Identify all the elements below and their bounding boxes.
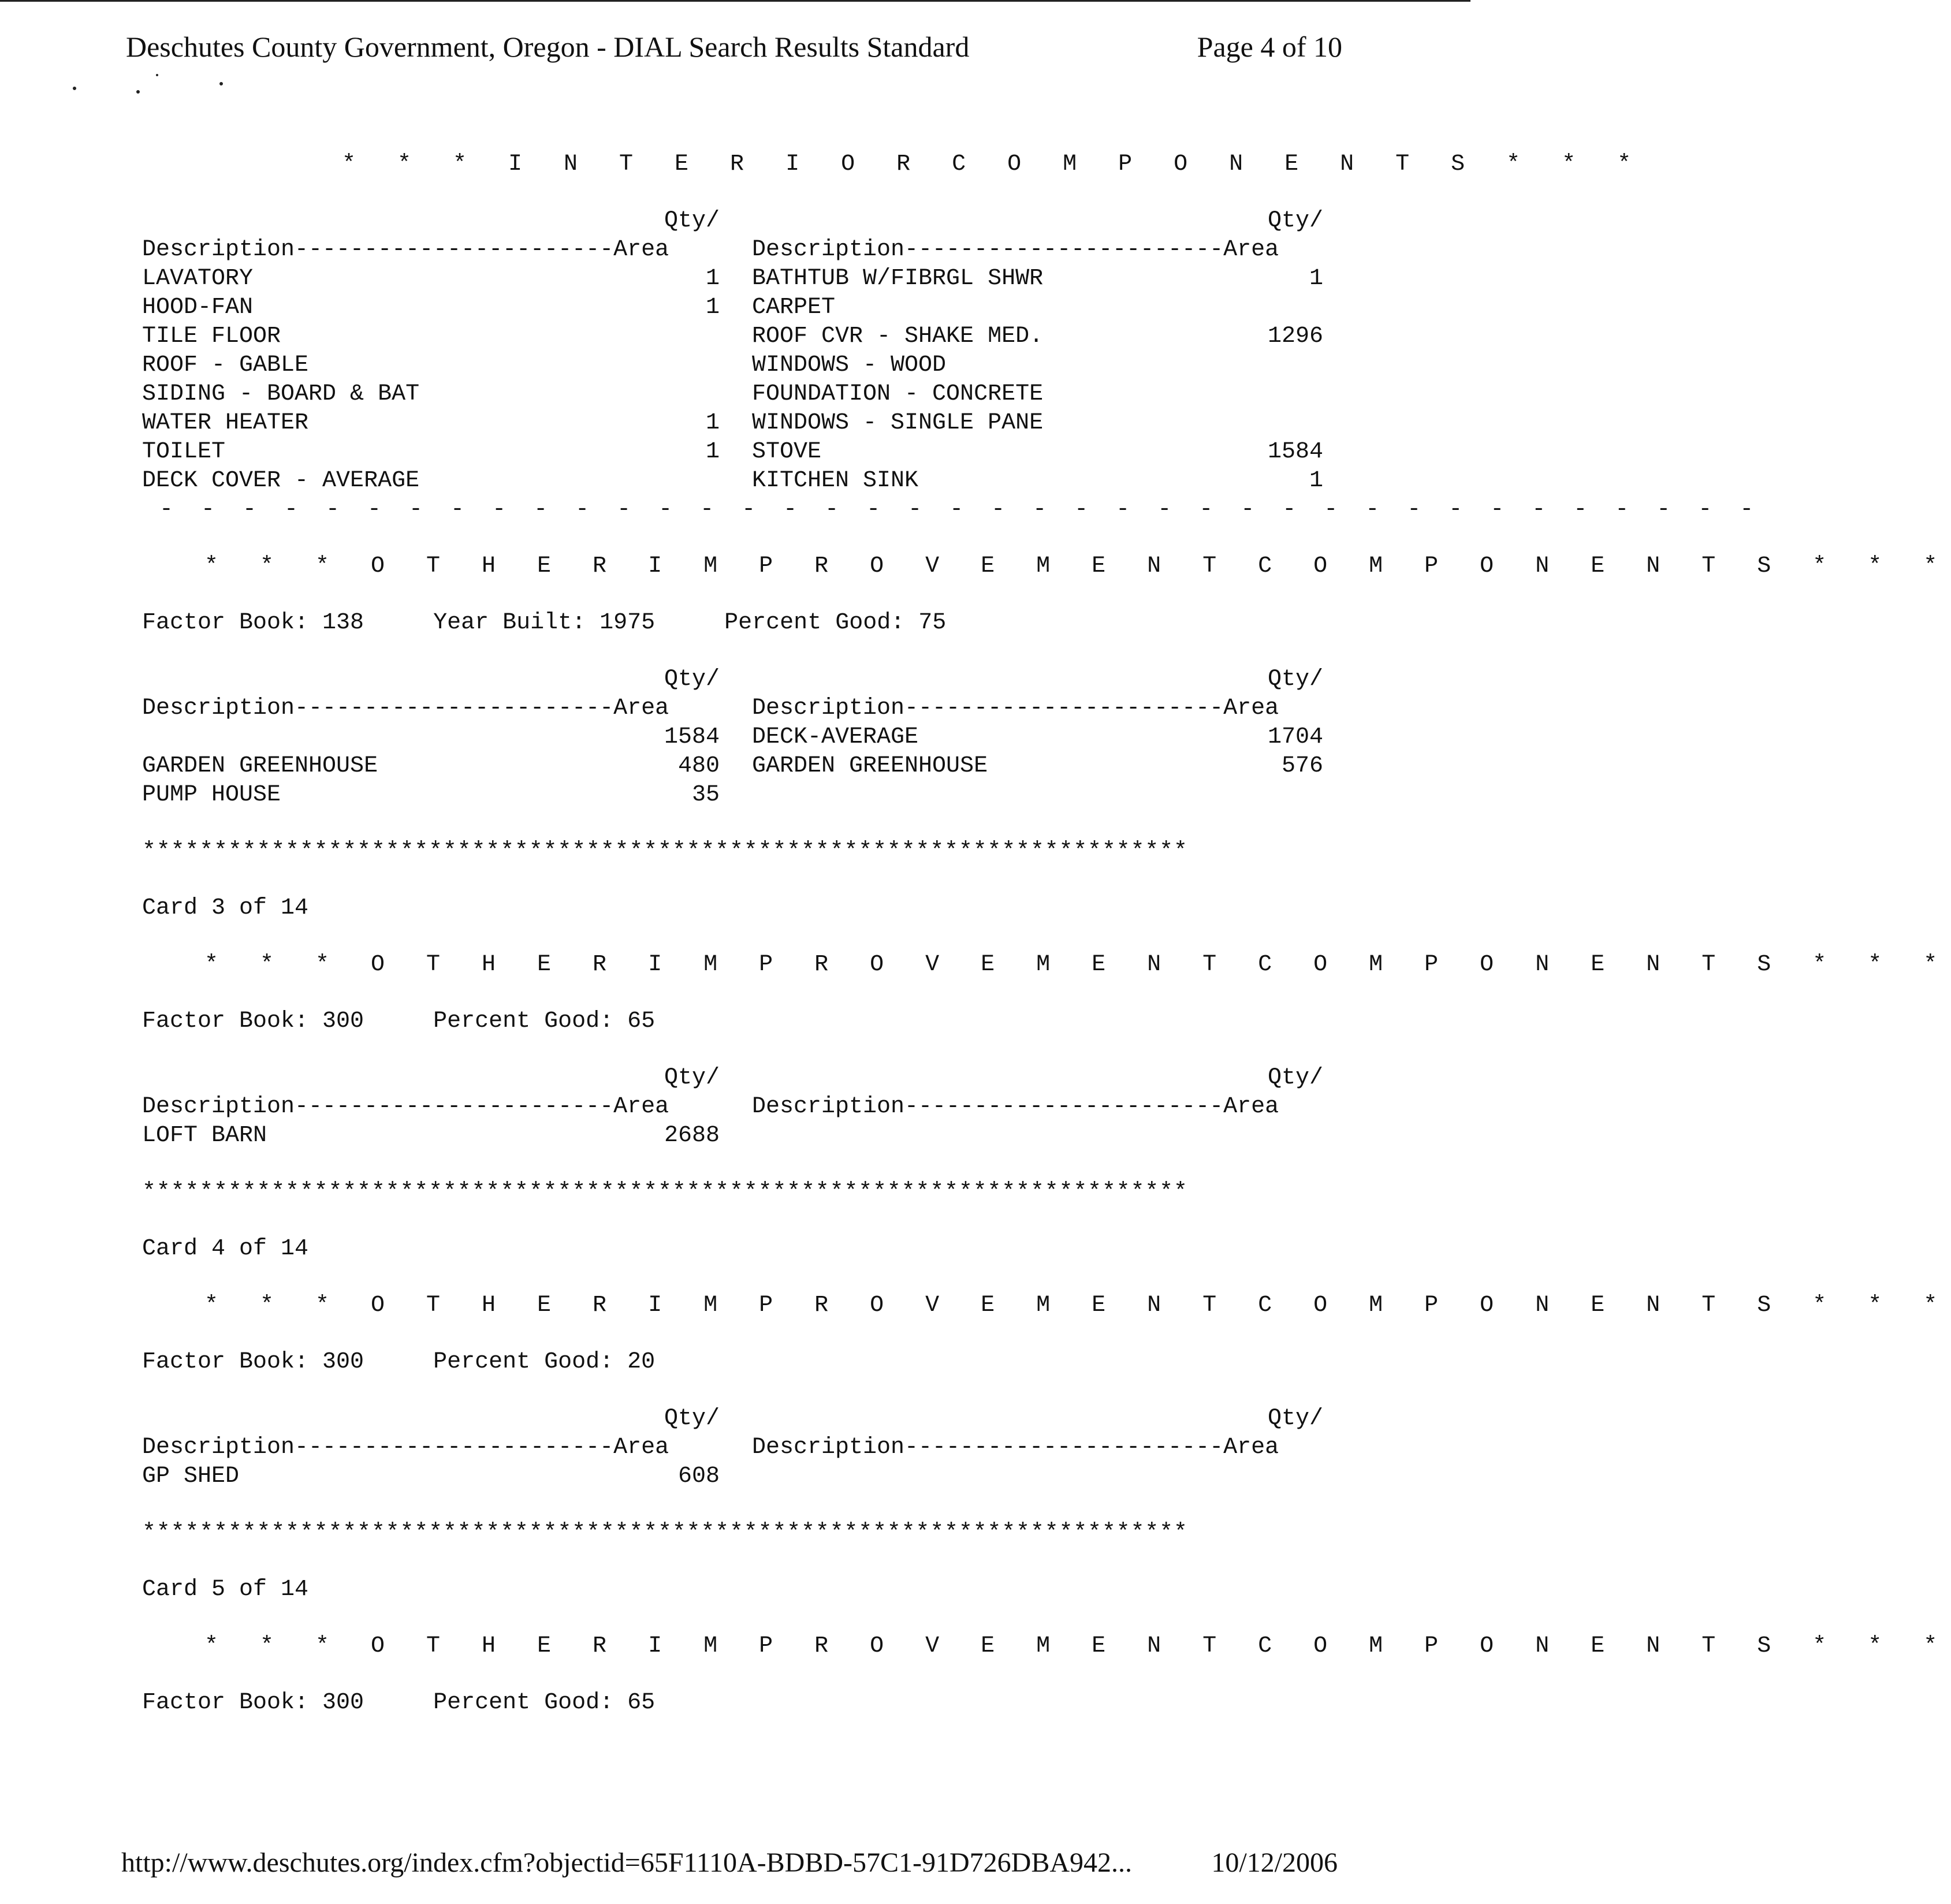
component-description: LAVATORY <box>142 266 254 292</box>
component-qty <box>1254 380 1323 409</box>
section-info: Factor Book: 300 Percent Good: 20 <box>142 1349 656 1375</box>
component-qty: 1584 <box>664 724 720 750</box>
section-info: Factor Book: 300 Percent Good: 65 <box>142 1690 656 1716</box>
right-cell <box>720 1462 1323 1491</box>
table-row <box>142 293 1343 322</box>
table-row <box>142 1121 1343 1150</box>
interior-table <box>142 264 1343 495</box>
component-qty: 35 <box>691 782 720 808</box>
star-divider: ************************************************************************* <box>142 1520 1188 1546</box>
report-content <box>142 150 1951 1717</box>
component-qty: 1 <box>705 410 720 436</box>
table-row <box>142 467 1343 495</box>
component-description: KITCHEN SINK <box>752 468 919 494</box>
component-qty: 1 <box>705 266 720 292</box>
table-row <box>142 438 1343 467</box>
interior-section-title: * * * I N T E R I O R C O M P O N E N T S * * * <box>342 151 1645 177</box>
right-cell <box>720 467 1323 495</box>
component-qty <box>1254 351 1323 380</box>
component-description: SIDING - BOARD & BAT <box>142 381 420 407</box>
component-qty: 1 <box>705 439 720 465</box>
component-qty <box>650 322 720 351</box>
right-cell <box>720 351 1323 380</box>
component-qty <box>650 351 720 380</box>
component-description: GARDEN GREENHOUSE <box>142 753 378 779</box>
component-description: STOVE <box>752 439 822 465</box>
component-description: ROOF - GABLE <box>142 352 309 378</box>
component-description: WINDOWS - SINGLE PANE <box>752 410 1044 436</box>
component-qty: 480 <box>677 753 720 779</box>
component-description: WATER HEATER <box>142 410 309 436</box>
column-header: Description-----------------------Area Description-----------------------Area <box>142 237 1279 263</box>
component-qty: 1704 <box>1267 724 1323 750</box>
component-description: GARDEN GREENHOUSE <box>752 753 988 779</box>
component-qty <box>1254 409 1323 438</box>
left-cell <box>142 293 720 322</box>
page-header-title: Deschutes County Government, Oregon - DIAL Search Results Standard <box>126 31 970 63</box>
table-row <box>142 264 1343 293</box>
component-qty: 1 <box>705 295 720 321</box>
other-section-title: * * * O T H E R I M P R O V E M E N T C O M P O N E N T S * * * <box>204 952 1951 978</box>
left-cell <box>142 1121 720 1150</box>
component-qty: 1 <box>1309 266 1323 292</box>
improvement-table <box>142 1121 1343 1150</box>
table-row <box>142 409 1343 438</box>
qty-header: Qty/ Qty/ <box>664 208 1323 234</box>
table-row <box>142 322 1343 351</box>
component-description: HOOD-FAN <box>142 295 254 321</box>
footer-date: 10/12/2006 <box>1211 1847 1338 1878</box>
right-cell <box>720 781 1323 810</box>
component-qty: 1296 <box>1267 323 1323 349</box>
component-qty: 1584 <box>1267 439 1323 465</box>
component-qty <box>1254 293 1323 322</box>
other-section-title: * * * O T H E R I M P R O V E M E N T C O M P O N E N T S * * * <box>204 553 1951 579</box>
table-row <box>142 1462 1343 1491</box>
component-qty: 2688 <box>664 1123 720 1149</box>
footer-url: http://www.deschutes.org/index.cfm?objectid=65F1110A-BDBD-57C1-91D726DBA942... <box>121 1847 1133 1878</box>
component-description: WINDOWS - WOOD <box>752 352 947 378</box>
left-cell <box>142 409 720 438</box>
left-cell <box>142 781 720 810</box>
qty-header: Qty/ Qty/ <box>664 1406 1323 1432</box>
component-qty: 576 <box>1281 753 1323 779</box>
section-info: Factor Book: 138 Year Built: 1975 Percent Good: 75 <box>142 610 947 636</box>
component-qty <box>650 467 720 495</box>
dashed-divider: - - - - - - - - - - - - - - - - - - - - - - - - - - - - - - - - - - - - - - - <box>159 497 1761 523</box>
component-qty <box>1254 1121 1323 1150</box>
right-cell <box>720 409 1323 438</box>
left-cell <box>142 1462 720 1491</box>
table-row <box>142 351 1343 380</box>
table-row <box>142 723 1343 752</box>
component-description: LOFT BARN <box>142 1123 267 1149</box>
right-cell <box>720 264 1323 293</box>
star-divider: ************************************************************************* <box>142 839 1188 865</box>
component-description: PUMP HOUSE <box>142 782 281 808</box>
table-row <box>142 752 1343 781</box>
component-qty <box>1254 781 1323 810</box>
left-cell <box>142 723 720 752</box>
right-cell <box>720 293 1323 322</box>
qty-header: Qty/ Qty/ <box>664 666 1323 692</box>
star-divider: ************************************************************************* <box>142 1179 1188 1205</box>
right-cell <box>720 322 1323 351</box>
left-cell <box>142 467 720 495</box>
page-number: Page 4 of 10 <box>1197 31 1342 63</box>
improvement-table <box>142 723 1343 810</box>
card-label: Card 5 of 14 <box>142 1577 309 1603</box>
table-row <box>142 380 1343 409</box>
component-description: CARPET <box>752 295 836 321</box>
improvement-table <box>142 1462 1343 1491</box>
component-qty <box>650 380 720 409</box>
column-header: Description-----------------------Area Description-----------------------Area <box>142 1434 1279 1460</box>
component-description: GP SHED <box>142 1463 240 1489</box>
column-header: Description-----------------------Area Description-----------------------Area <box>142 695 1279 721</box>
component-description: TOILET <box>142 439 226 465</box>
component-description: BATHTUB W/FIBRGL SHWR <box>752 266 1044 292</box>
component-qty: 1 <box>1309 468 1323 494</box>
card-label: Card 3 of 14 <box>142 895 309 921</box>
component-qty: 608 <box>677 1463 720 1489</box>
component-description: DECK-AVERAGE <box>752 724 919 750</box>
left-cell <box>142 438 720 467</box>
qty-header: Qty/ Qty/ <box>664 1065 1323 1091</box>
left-cell <box>142 752 720 781</box>
right-cell <box>720 1121 1323 1150</box>
right-cell <box>720 380 1323 409</box>
left-cell <box>142 351 720 380</box>
component-description: FOUNDATION - CONCRETE <box>752 381 1044 407</box>
right-cell <box>720 723 1323 752</box>
component-description: ROOF CVR - SHAKE MED. <box>752 323 1044 349</box>
left-cell <box>142 264 720 293</box>
section-info: Factor Book: 300 Percent Good: 65 <box>142 1008 656 1034</box>
left-cell <box>142 322 720 351</box>
left-cell <box>142 380 720 409</box>
column-header: Description-----------------------Area Description-----------------------Area <box>142 1094 1279 1120</box>
right-cell <box>720 438 1323 467</box>
right-cell <box>720 752 1323 781</box>
top-rule <box>0 0 1470 2</box>
card-label: Card 4 of 14 <box>142 1236 309 1262</box>
table-row <box>142 781 1343 810</box>
component-description: DECK COVER - AVERAGE <box>142 468 420 494</box>
component-description: TILE FLOOR <box>142 323 281 349</box>
other-section-title: * * * O T H E R I M P R O V E M E N T C O M P O N E N T S * * * <box>204 1292 1951 1318</box>
other-section-title: * * * O T H E R I M P R O V E M E N T C O M P O N E N T S * * * <box>204 1633 1951 1659</box>
component-qty <box>1254 1462 1323 1491</box>
